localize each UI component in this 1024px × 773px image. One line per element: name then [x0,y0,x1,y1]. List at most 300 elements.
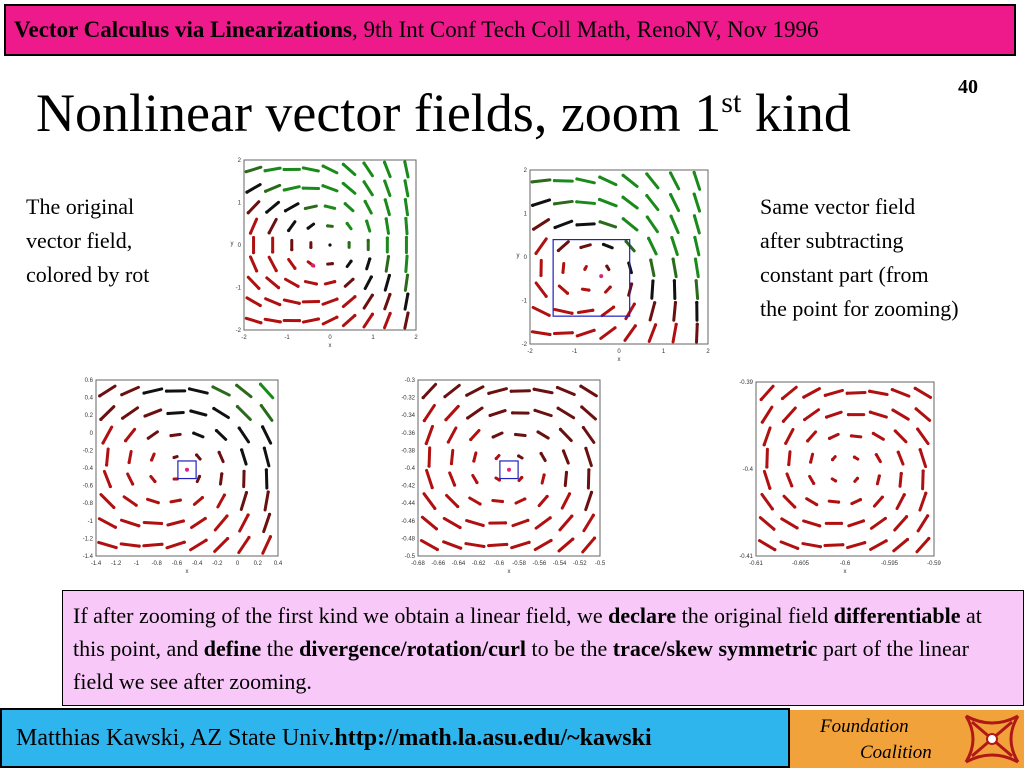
field-arrow-head [198,475,201,478]
field-arrow-head [510,390,513,393]
field-arrow-head [98,394,101,397]
field-arrow-head [478,502,481,505]
field-arrow [577,224,594,225]
x-tick-label: 1 [662,349,666,355]
field-arrow-head [891,408,894,411]
field-arrow-head [654,323,657,326]
field-arrow-head [444,418,447,421]
field-arrow-head [264,169,267,172]
field-arrow-head [218,451,221,454]
field-arrow-head [520,476,523,479]
field-arrow-head [236,405,239,408]
field-arrow-head [599,220,602,223]
info-bold-declare: declare [608,603,676,628]
field-arrow-head [819,545,822,548]
field-arrow-head [812,482,815,485]
field-arrow-head [872,432,875,435]
x-tick-label: 0 [328,335,332,341]
field-arrow-head [249,232,252,235]
y-axis-label: y [517,253,520,259]
field-arrow [847,392,865,393]
field-arrow-head [205,539,208,542]
field-arrow-head [802,396,805,399]
x-tick-label: -0.5 [595,561,606,567]
field-arrow-head [298,319,301,322]
field-arrow-head [593,536,596,539]
field-arrow-head [101,441,104,444]
field-arrow-head [622,174,625,177]
field-arrow-head [531,180,534,183]
field-arrow-head [211,385,214,388]
caption-right-line: the point for zooming) [760,292,959,326]
plot-zoom-2 [396,376,604,578]
x-tick-label: 0.4 [274,561,283,567]
field-arrow-head [492,435,495,438]
field-arrow-head [367,239,370,242]
field-arrow-head [423,419,426,422]
field-arrow-head [645,194,648,197]
plot-original-field-svg [226,156,420,352]
field-arrow-head [602,243,605,246]
field-arrow-head [669,215,672,218]
field-arrow-head [259,304,262,307]
field-arrow-head [450,462,453,465]
field-arrow-head [850,434,853,437]
field-arrow-head [916,428,919,431]
field-arrow-head [784,442,787,445]
field-arrow [674,303,676,321]
field-arrow-head [114,526,117,529]
field-arrow-head [142,391,145,394]
field-arrow-head [302,166,305,169]
field-arrow [144,522,161,523]
field-arrow-head [482,524,485,527]
x-tick-label: -2 [527,349,533,355]
field-arrow-head [188,387,191,390]
field-arrow-head [613,326,616,329]
field-arrow-head [580,405,583,408]
caption-right-line: constant part (from [760,258,959,292]
field-arrow-head [279,320,282,323]
x-tick-label: 2 [414,335,418,341]
field-arrow-head [447,440,450,443]
caption-left-line: vector field, [26,224,149,258]
x-tick-label: 1 [371,335,375,341]
y-tick-label: 0.4 [85,396,94,402]
footer-bar [0,708,790,768]
y-tick-label: -0.6 [83,484,94,490]
field-arrow-head [120,393,123,396]
field-arrow-head [435,527,438,530]
field-arrow-head [790,484,793,487]
field-arrow-head [545,295,548,298]
field-arrow-head [283,168,286,171]
field-arrow-head [157,501,160,504]
field-arrow-head [183,541,186,544]
footer-url[interactable]: http://math.la.asu.edu/~kawski [334,725,651,752]
field-arrow-head [342,182,345,185]
field-arrow-head [403,179,406,182]
field-arrow [406,256,407,271]
field-arrow-head [240,448,243,451]
field-arrow-head [905,515,908,518]
field-arrow-head [579,385,582,388]
field-arrow-head [431,486,434,489]
field-arrow [451,450,452,463]
field-arrow-head [782,420,785,423]
field-arrow-head [694,257,697,260]
field-arrow-head [831,458,834,461]
plot-subtracted-field [512,166,712,366]
x-tick-label: -1 [134,561,140,567]
field-arrow-head [153,480,156,483]
field-arrow-head [501,500,504,503]
field-arrow-head [878,474,881,477]
field-arrow-head [914,387,917,390]
field-arrow-head [265,468,268,471]
field-arrow-head [533,388,536,391]
field-arrow-head [571,537,574,540]
y-tick-label: -0.44 [401,501,415,507]
field-arrow-head [138,545,141,548]
y-tick-label: -0.8 [83,501,94,507]
field-arrow-head [621,196,624,199]
field-arrow-head [255,269,258,272]
field-arrow-head [245,191,248,194]
field-arrow-head [511,411,514,414]
field-arrow-head [927,537,930,540]
field-arrow-head [693,214,696,217]
field-arrow-head [160,522,163,525]
y-tick-label: -0.5 [405,554,416,560]
field-arrow-head [192,432,195,435]
field-arrow [825,545,843,546]
field-arrow-head [317,317,320,320]
caption-left [26,190,149,292]
foundation-coalition-logo-text: Foundation Coalition [790,710,960,768]
field-arrow-head [121,417,124,420]
field-arrow-head [321,184,324,187]
x-tick-label: -0.64 [452,561,466,567]
plot-zoom-3 [734,378,938,578]
field-arrow-head [553,179,556,182]
field-arrow-head [761,421,764,424]
y-tick-label: -0.39 [739,380,753,386]
field-arrow-head [598,176,601,179]
field-arrow-head [247,211,250,214]
x-tick-label: -0.59 [927,561,941,567]
field-arrow-head [425,442,428,445]
field-arrow-head [592,329,595,332]
field-arrow [696,324,697,342]
field-arrow-head [894,429,897,432]
field-arrow-head [809,460,812,463]
field-arrow-head [553,202,556,205]
y-tick-label: -1 [88,519,94,525]
plot-frame [756,382,934,556]
field-arrow-head [259,321,262,324]
field-arrow-head [453,483,456,486]
field-arrow-head [406,293,409,296]
header-title-bold: Vector Calculus via Linearizations [14,17,352,43]
x-axis-label: x [186,569,189,575]
x-tick-label: 0 [617,349,621,355]
field-arrow-head [868,390,871,393]
x-axis-label: x [618,357,621,363]
field-arrow-head [771,507,774,510]
field-arrow-head [371,313,374,316]
field-arrow-head [565,471,568,474]
field-arrow-head [671,258,674,261]
field-arrow [588,470,589,488]
x-tick-label: 2 [706,349,710,355]
field-arrow-head [534,252,537,255]
field-arrow-head [559,428,562,431]
field-arrow-head [532,228,535,231]
field-arrow-head [487,392,490,395]
slide-title-text: Nonlinear vector fields, zoom 1 [36,83,721,143]
field-arrow-head [128,461,131,464]
field-arrow [144,544,162,545]
header-bar [4,4,1016,56]
field-arrow-head [331,262,334,265]
field-arrow-head [135,504,138,507]
field-arrow [405,275,407,290]
y-tick-label: -1 [236,286,242,292]
field-arrow-head [261,425,264,428]
field-arrow [900,473,901,486]
field-arrow-head [584,447,587,450]
field-arrow-head [787,463,790,466]
info-bold-define: define [204,636,261,661]
field-arrow-head [322,164,325,167]
field-arrow-head [370,275,373,278]
field-arrow-head [906,538,909,541]
field-arrow-head [765,465,768,468]
field-arrow-head [404,217,407,220]
field-arrow-head [587,289,590,292]
field-arrow-head [275,269,278,272]
field-arrow-head [796,547,799,550]
field-arrow-head [645,172,648,175]
y-tick-label: 0.2 [85,413,94,419]
field-arrow-head [825,415,828,418]
x-tick-label: -0.61 [749,561,763,567]
field-arrow-head [271,250,274,253]
field-arrow-head [472,459,475,462]
field-arrow-head [633,303,636,306]
field-arrow-head [309,246,312,249]
field-arrow-head [926,514,929,517]
x-tick-label: -0.6 [494,561,505,567]
field-arrow-head [539,274,542,277]
field-arrow-head [897,451,900,454]
x-tick-label: -0.595 [881,561,899,567]
field-arrow-head [427,464,430,467]
y-tick-label: -1.4 [83,554,94,560]
field-arrow-head [469,438,472,441]
foundation-coalition-logo-icon [960,710,1024,768]
field-arrow-head [482,545,485,548]
field-arrow-head [293,267,296,270]
y-tick-label: 1 [524,212,528,218]
x-tick-label: -0.62 [472,561,486,567]
field-arrow-head [583,268,586,271]
field-arrow-head [344,202,347,205]
field-arrow-head [465,394,468,397]
y-tick-label: -0.2 [83,448,94,454]
y-tick-label: -0.42 [401,484,415,490]
field-arrow-head [456,505,459,508]
y-tick-label: -0.3 [405,378,416,384]
footer-author: Matthias Kawski, AZ State Univ. [16,725,334,752]
field-arrow-head [556,386,559,389]
y-axis-label: y [231,241,234,247]
field-arrow-head [859,498,862,501]
field-arrow-head [307,227,310,230]
field-arrow-head [246,513,249,516]
x-tick-label: 0 [236,561,240,567]
field-arrow-head [570,515,573,518]
field-arrow [696,281,697,299]
field-arrow-head [592,514,595,517]
field-arrow-head [568,492,571,495]
field-arrow-head [557,249,560,252]
field-arrow-head [277,286,280,289]
zoom-point [599,274,603,278]
field-arrow-head [924,492,927,495]
field-arrow-head [634,324,637,327]
x-tick-label: -0.605 [792,561,810,567]
field-arrow-head [326,224,329,227]
x-tick-label: -0.4 [192,561,203,567]
field-arrow-head [523,497,526,500]
field-arrow-head [875,453,878,456]
field-arrow-head [387,255,390,258]
field-arrow-head [549,539,552,542]
field-arrow [767,449,768,467]
x-tick-label: -0.6 [172,561,183,567]
field-arrow-head [195,453,198,456]
field-arrow-head [112,506,115,509]
field-arrow-head [459,547,462,550]
info-box: If after zooming of the first kind we obtain a linear field, we declare the original field differentiable at this point, and define the divergence/rotation/curl to be the trace/skew symmetric part of the linear field we see after zooming. [62,590,1024,706]
field-arrow-head [260,404,263,407]
field-arrow-head [869,411,872,414]
x-tick-label: -1.4 [91,561,102,567]
x-tick-label: -0.52 [573,561,587,567]
x-tick-label: -0.2 [212,561,223,567]
x-tick-label: -0.56 [532,561,546,567]
field-arrow-head [235,384,238,387]
field-arrow-head [900,472,903,475]
field-arrow-head [304,207,307,210]
field-arrow-head [605,265,608,268]
field-arrow-head [324,204,327,207]
slide-title-sup: st [721,86,741,119]
field-arrow [406,218,407,233]
field-arrow-head [840,522,843,525]
field-arrow-head [566,292,569,295]
field-arrow-head [543,473,546,476]
field-arrow-head [404,198,407,201]
field-arrow-head [264,190,267,193]
field-arrow-head [388,293,391,296]
field-arrow-head [328,243,331,246]
field-arrow-head [150,458,153,461]
field-arrow-head [539,452,542,455]
field-arrow-head [443,395,446,398]
header-title-rest: , 9th Int Conf Tech Coll Math, RenoNV, Nov 1996 [352,17,818,43]
field-arrow [511,391,529,392]
field-arrow-head [284,209,287,212]
field-arrow [168,412,183,413]
caption-right-line: Same vector field [760,190,959,224]
field-arrow-head [670,236,673,239]
field-arrow-head [247,536,250,539]
field-arrow-head [881,496,884,499]
field-arrow-head [548,333,551,336]
field-arrow-head [622,217,625,220]
caption-left-line: colored by rot [26,258,149,292]
field-arrow-head [763,443,766,446]
field-arrow-head [225,514,228,517]
y-tick-label: -2 [236,328,242,334]
field-arrow-head [696,323,699,326]
zoom-point [185,468,189,472]
page-number: 40 [958,76,978,99]
y-tick-label: 0 [238,243,242,249]
field-arrow-head [575,177,578,180]
x-axis-label: x [329,343,332,349]
field-arrow-head [160,543,163,546]
field-arrow-head [333,280,336,283]
field-arrow-head [287,229,290,232]
field-arrow-head [368,257,371,260]
field-arrow-head [263,447,266,450]
field-arrow-head [693,236,696,239]
field-arrow-head [201,496,204,499]
field-arrow-head [847,413,850,416]
field-arrow-head [353,314,356,317]
field-arrow-head [349,260,352,263]
field-arrow-head [315,282,318,285]
y-tick-label: 1 [238,201,242,207]
caption-right [760,190,959,326]
field-arrow-head [351,278,354,281]
field-arrow-head [165,389,168,392]
info-bold-differentiable: differentiable [834,603,961,628]
field-arrow-head [579,246,582,249]
field-arrow-head [557,407,560,410]
x-tick-label: -0.8 [151,561,162,567]
field-arrow-head [124,439,127,442]
field-arrow-head [828,437,831,440]
field-arrow [923,471,924,489]
field-arrow-head [863,541,866,544]
plot-frame [530,170,708,344]
zoom-point [311,263,315,267]
y-tick-label: 0.6 [85,378,94,384]
field-arrow-head [919,448,922,451]
field-arrow-head [223,493,226,496]
field-arrow-head [772,528,775,531]
field-arrow-head [489,414,492,417]
field-arrow-head [406,311,409,314]
field-arrow-head [317,300,320,303]
field-arrow-head [269,535,272,538]
field-arrow-head [651,279,654,282]
